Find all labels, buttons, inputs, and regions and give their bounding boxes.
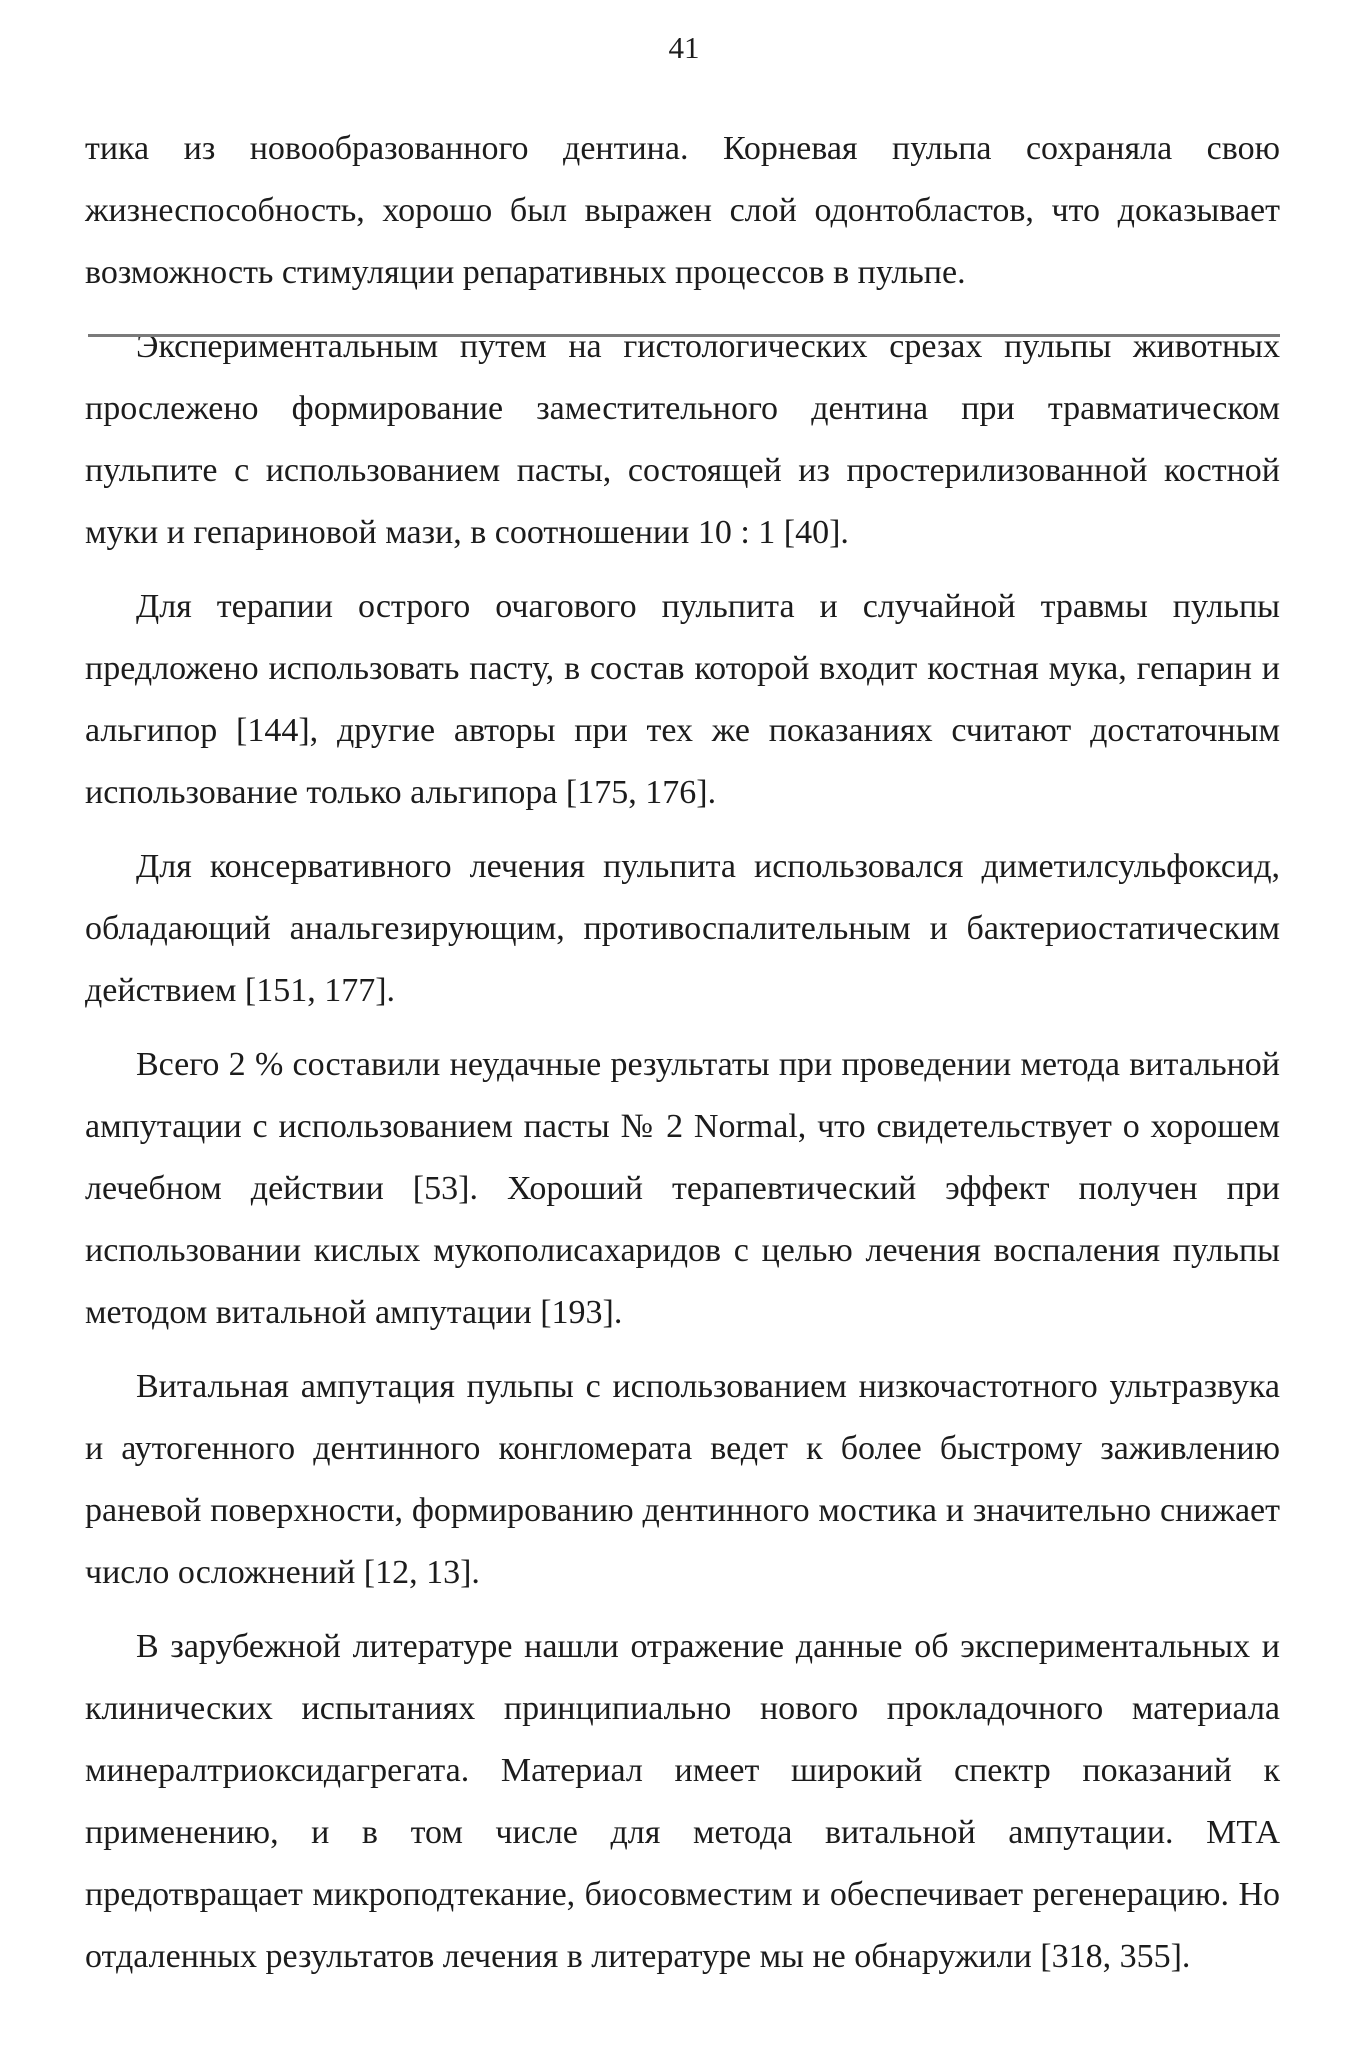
paragraph-7: В зарубежной литературе нашли отражение данные об экспериментальных и клинических испытаниях принципиально нового прокладочного материала минералтриоксидагрегата. Материал имеет широкий спектр показаний к применению, и в том числе для метода витальной ампутации. МТА предотвращает микроподтекание, биосовместим и обеспечивает регенерацию. Но отдаленных результатов лечения в литературе мы не обнаружили [318, 355].	[85, 1628, 1280, 1975]
paragraph-6: Витальная ампутация пульпы с использованием низкочастотного ультразвука и аутогенного дентинного конгломерата ведет к более быстрому заживлению раневой поверхности, формированию дентинного мостика и значительно снижает число осложнений [12, 13].	[85, 1368, 1280, 1591]
paragraph-5: Всего 2 % составили неудачные результаты при проведении метода витальной ампутации с использованием пасты № 2 Normal, что свидетельствует о хорошем лечебном действии [53]. Хороший терапевтический эффект получен при использовании кислых мукополисахаридов с целью лечения воспаления пульпы методом витальной ампутации [193].	[85, 1046, 1280, 1331]
page-number: 41	[668, 30, 700, 65]
paragraph-1: тика из новообразованного дентина. Корневая пульпа сохраняла свою жизнеспособность, хорошо был выражен слой одонтобластов, что доказывает возможность стимуляции репаративных процессов в пульпе.	[85, 130, 1280, 291]
paragraph-2: Экспериментальным путем на гистологических срезах пульпы животных прослежено формирование заместительного дентина при травматическом пульпите с использованием пасты, состоящей из простерилизованной костной муки и гепариновой мази, в соотношении 10 : 1 [40].	[85, 328, 1280, 551]
paragraph-4: Для консервативного лечения пульпита использовался диметилсульфоксид, обладающий анальгезирующим, противоспалительным и бактериостатическим действием [151, 177].	[85, 848, 1280, 1009]
paragraph-3: Для терапии острого очагового пульпита и случайной травмы пульпы предложено использовать пасту, в состав которой входит костная мука, гепарин и альгипор [144], другие авторы при тех же показаниях считают достаточным использование только альгипора [175, 176].	[85, 588, 1280, 811]
body-text	[85, 118, 1280, 2000]
scan-underline-mark	[88, 334, 1280, 337]
